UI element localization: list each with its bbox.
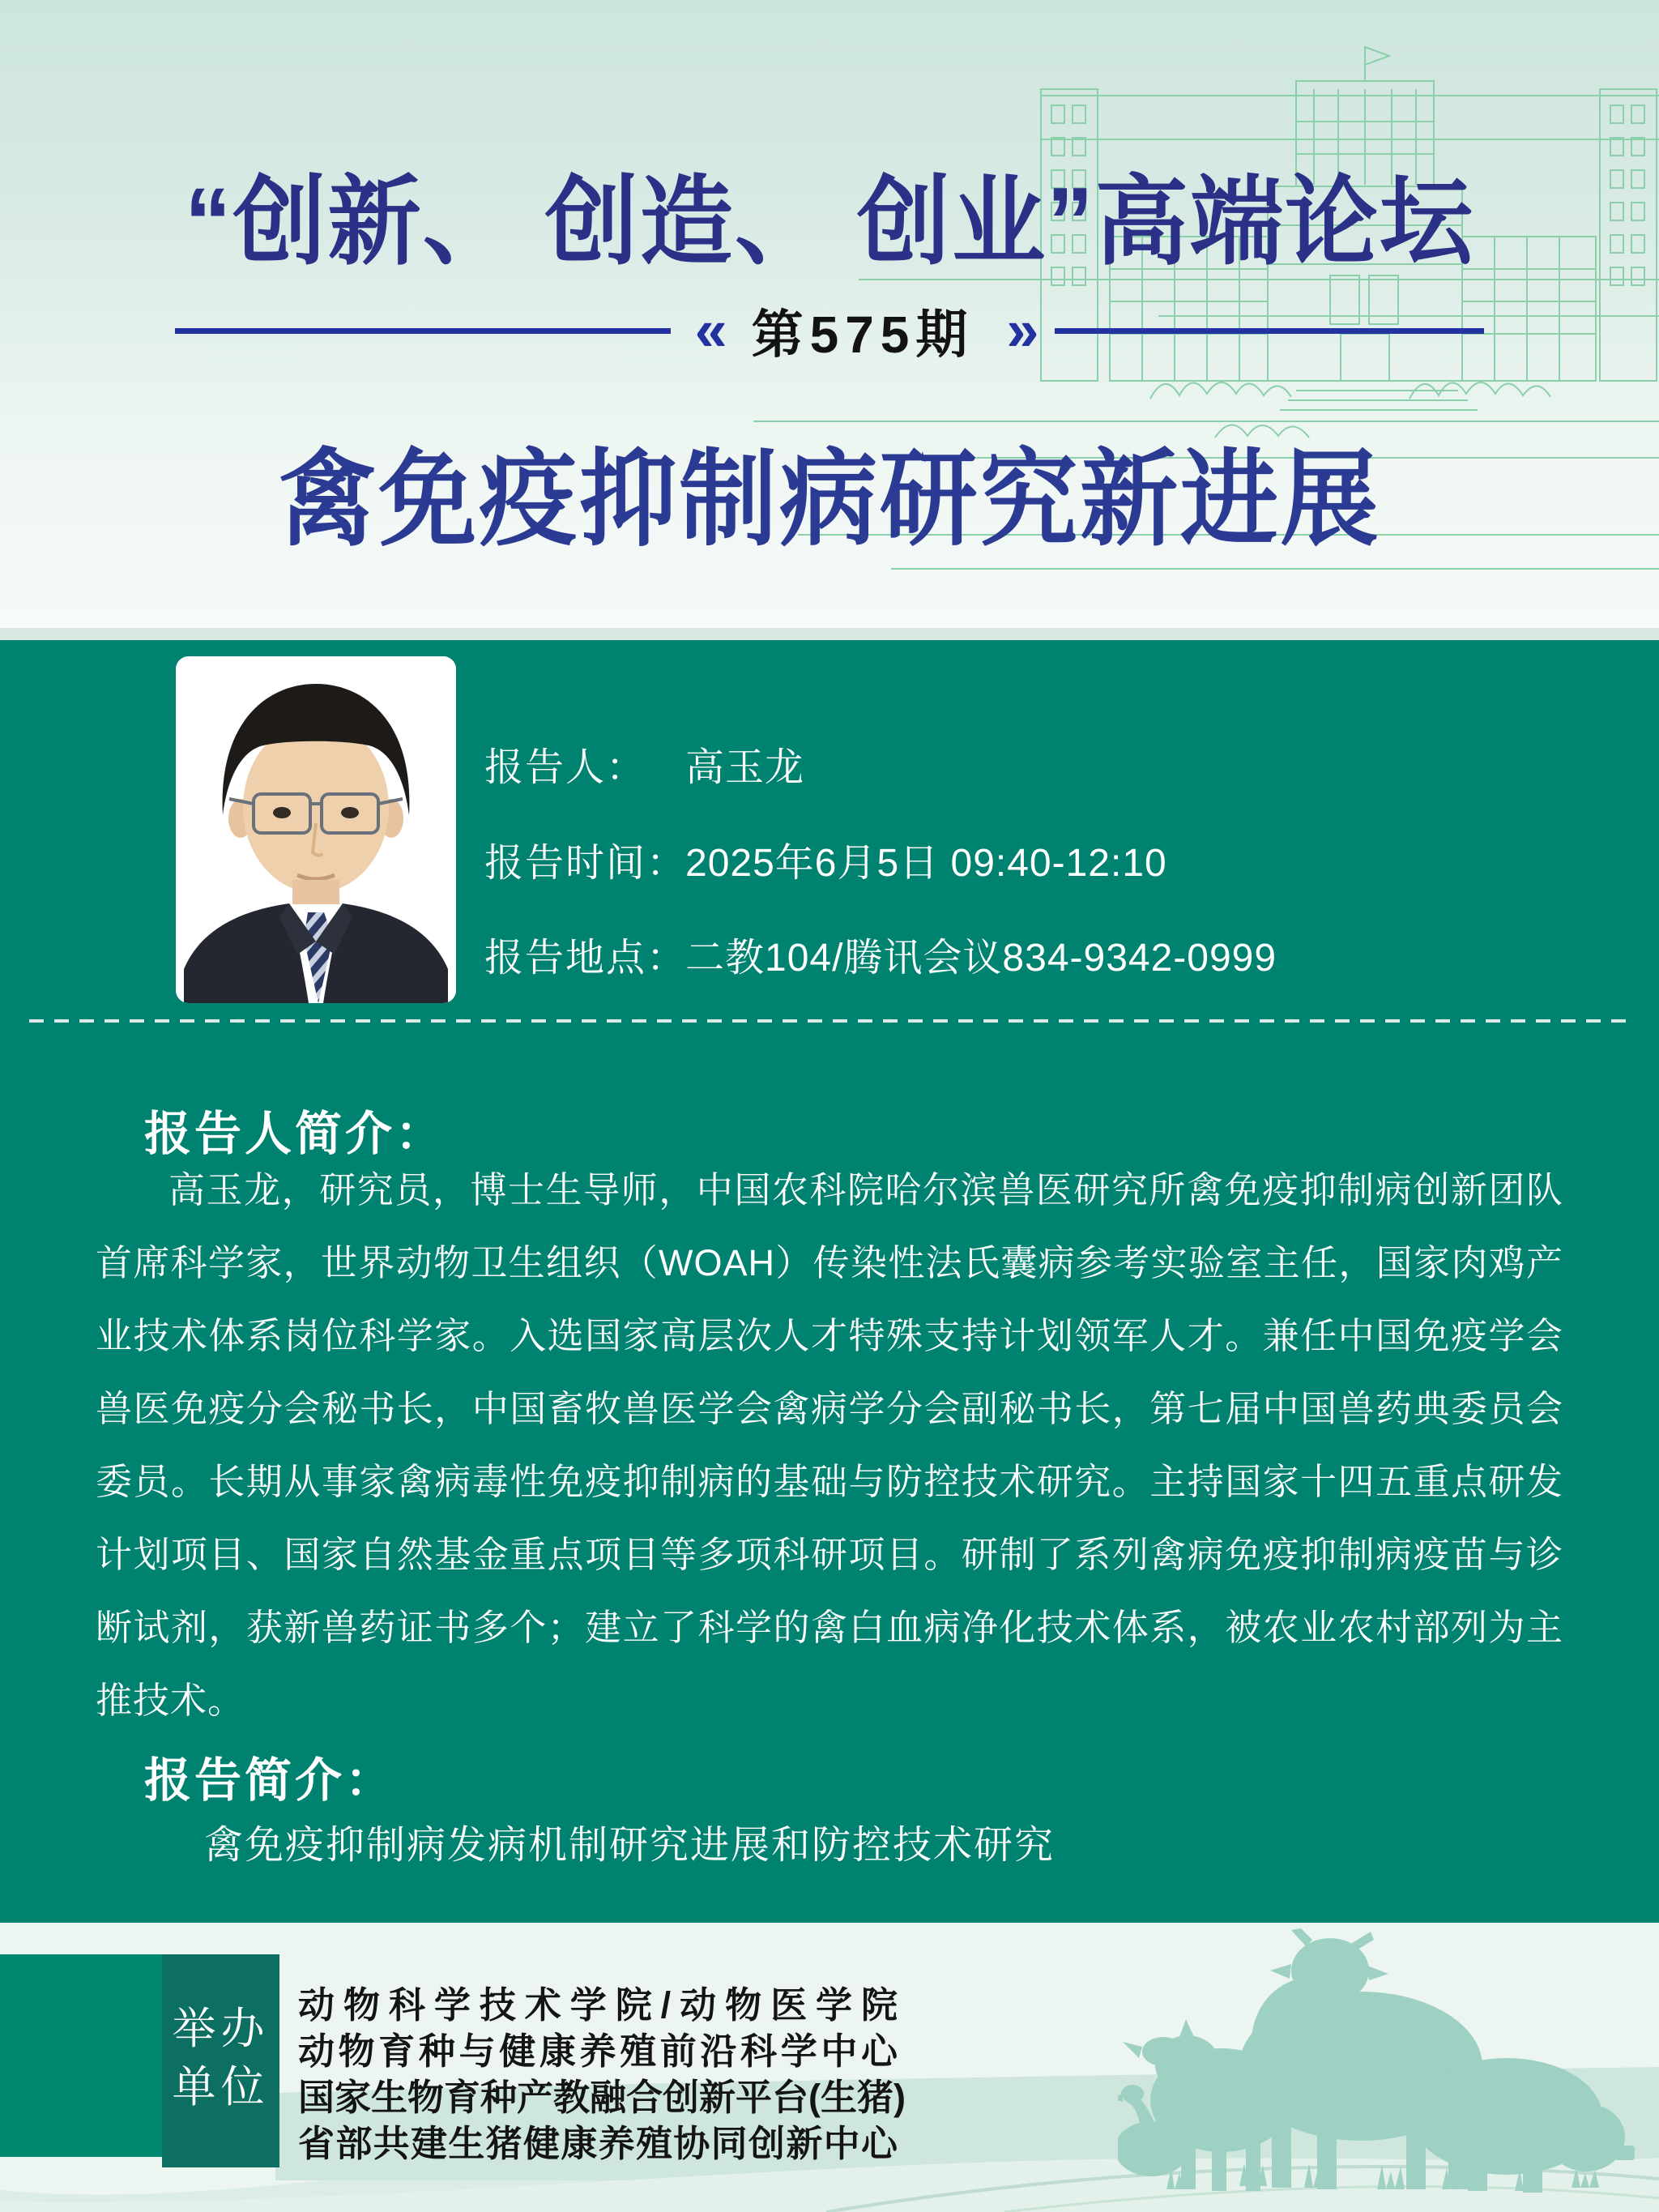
organizer-label-line2: 单位 (172, 2063, 270, 2112)
speaker-name-label: 报告人： (484, 746, 647, 789)
organizer-label-line1: 举办 (172, 2005, 270, 2053)
header-divider-band (0, 628, 1659, 640)
abstract-text: 禽免疫抑制病发病机制研究进展和防控技术研究 (204, 1824, 1056, 1867)
bio-heading: 报告人简介： (144, 1108, 446, 1160)
speaker-name-value: 高玉龙 (685, 746, 805, 789)
organizer-line: 省部共建生猪健康养殖协同创新中心 (298, 2123, 898, 2164)
speaker-name-row (484, 736, 804, 792)
right-chevrons-icon: » (1006, 298, 1031, 363)
issue-number: 第575期 (751, 305, 975, 364)
issue-left-line (175, 328, 671, 334)
speaker-photo (176, 656, 456, 1003)
lecture-time-value: 2025年6月5日 09:40-12:10 (685, 842, 1167, 885)
lecture-venue-row (484, 926, 1277, 982)
bio-paragraph: 高玉龙，研究员，博士生导师，中国农科院哈尔滨兽医研究所禽免疫抑制病创新团队首席科学家，世界动物卫生组织（WOAH）传染性法氏囊病参考实验室主任，国家肉鸡产业技术体系岗位科学家。入选国家高层次人才特殊支持计划领军人才。兼任中国免疫学会兽医免疫分会秘书长，中国畜牧兽医学会禽病学分会副秘书长，第七届中国兽药典委员会委员。长期从事家禽病毒性免疫抑制病的基础与防控技术研究。主持国家十四五重点研发计划项目、国家自然基金重点项目等多项科研项目。研制了系列禽病免疫抑制病疫苗与诊断试剂，获新兽药证书多个；建立了科学的禽白血病净化技术体系，被农业农村部列为主推技术。 (96, 1169, 1563, 1721)
issue-row (0, 298, 1659, 363)
organizer-line: 动物育种与健康养殖前沿科学中心 (298, 2031, 898, 2072)
lecture-title: 禽免疫抑制病研究新进展 (278, 440, 1381, 558)
forum-title: “创新、 创造、 创业”高端论坛 (184, 168, 1475, 276)
left-chevrons-icon: « (694, 298, 719, 363)
farm-animals-silhouette-icon (1118, 1928, 1636, 2208)
organizer-line: 动物科学技术学院/动物医学院 (298, 1984, 898, 2026)
lecture-venue-label: 报告地点： (484, 937, 688, 980)
organizer-label (162, 2000, 279, 2116)
issue-right-line (1055, 328, 1484, 334)
abstract-heading: 报告简介： (144, 1754, 396, 1807)
lecture-venue-value: 二教104/腾讯会议834-9342-0999 (685, 937, 1277, 980)
lecture-time-label: 报告时间： (484, 842, 688, 885)
dashed-divider (29, 1019, 1630, 1023)
lecture-time-row (484, 831, 1167, 887)
organizer-accent-block (0, 1954, 162, 2157)
organizer-line: 国家生物育种产教融合创新平台(生猪) (298, 2077, 906, 2118)
organizer-list (298, 1982, 906, 2167)
